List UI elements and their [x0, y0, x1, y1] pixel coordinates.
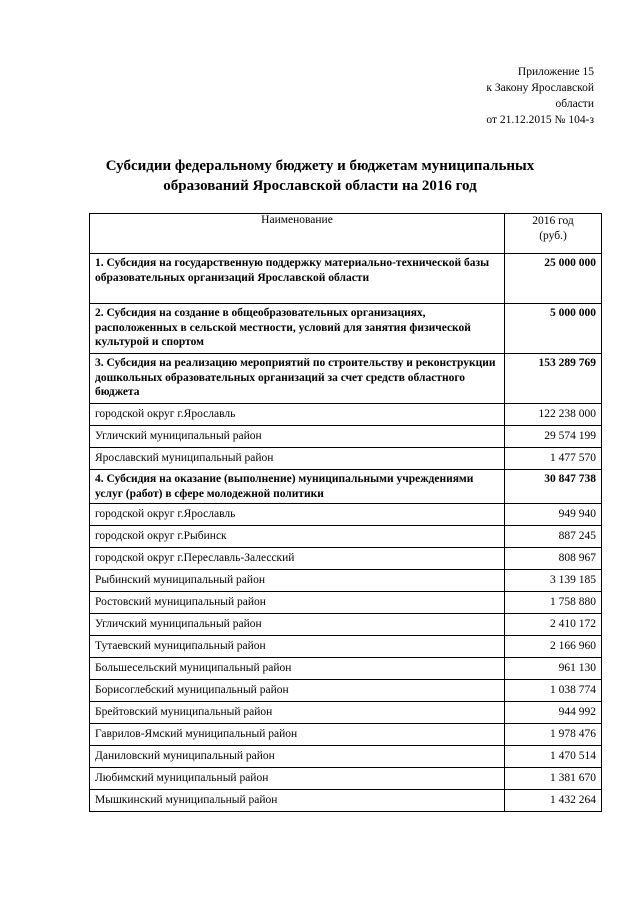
municipality-amount: 1 758 880: [505, 592, 602, 614]
title-line: Субсидии федеральному бюджету и бюджетам муниципальных: [105, 158, 535, 174]
municipality-amount: 808 967: [505, 548, 602, 570]
municipality-name: Рыбинский муниципальный район: [90, 570, 505, 592]
table-row: [90, 658, 602, 680]
table-row: [90, 570, 602, 592]
municipality-name: Ярославский муниципальный район: [90, 448, 505, 470]
appendix-line: Приложение 15: [517, 66, 594, 78]
document-title: [40, 156, 600, 196]
municipality-name: Ростовский муниципальный район: [90, 592, 505, 614]
table-header-row: [90, 214, 602, 254]
municipality-amount: 122 238 000: [505, 404, 602, 426]
section-amount: 5 000 000: [505, 304, 602, 354]
subsidies-table: [89, 213, 602, 812]
municipality-amount: 1 978 476: [505, 724, 602, 746]
municipality-amount: 3 139 185: [505, 570, 602, 592]
table-row: [90, 614, 602, 636]
table-row: [90, 636, 602, 658]
appendix-reference: [344, 64, 594, 128]
municipality-amount: 961 130: [505, 658, 602, 680]
table-row: [90, 426, 602, 448]
municipality-amount: 1 470 514: [505, 746, 602, 768]
appendix-line: к Закону Ярославской: [486, 82, 594, 94]
table-row: [90, 746, 602, 768]
municipality-name: городской округ г.Ярославль: [90, 504, 505, 526]
table-row: [90, 448, 602, 470]
municipality-name: Любимский муниципальный район: [90, 768, 505, 790]
title-line: образований Ярославской области на 2016 год: [163, 178, 477, 194]
municipality-name: Борисоглебский муниципальный район: [90, 680, 505, 702]
section-row: [90, 254, 602, 304]
municipality-amount: 944 992: [505, 702, 602, 724]
table-row: [90, 768, 602, 790]
table-row: [90, 404, 602, 426]
section-row: [90, 470, 602, 504]
section-row: [90, 354, 602, 404]
municipality-name: Даниловский муниципальный район: [90, 746, 505, 768]
section-row: [90, 304, 602, 354]
municipality-name: Мышкинский муниципальный район: [90, 790, 505, 812]
municipality-amount: 2 166 960: [505, 636, 602, 658]
municipality-name: Угличский муниципальный район: [90, 614, 505, 636]
municipality-name: городской округ г.Переславль-Залесский: [90, 548, 505, 570]
table-row: [90, 504, 602, 526]
municipality-name: Большесельский муниципальный район: [90, 658, 505, 680]
municipality-name: Брейтовский муниципальный район: [90, 702, 505, 724]
table-row: [90, 526, 602, 548]
column-header-year: [505, 214, 602, 254]
appendix-line: от 21.12.2015 № 104-з: [486, 114, 594, 126]
municipality-name: городской округ г.Ярославль: [90, 404, 505, 426]
municipality-name: городской округ г.Рыбинск: [90, 526, 505, 548]
table-row: [90, 680, 602, 702]
municipality-name: Угличский муниципальный район: [90, 426, 505, 448]
appendix-line: области: [555, 98, 594, 110]
table-row: [90, 592, 602, 614]
column-header-year-label: 2016 год: [532, 215, 574, 227]
column-header-unit: (руб.): [539, 230, 567, 242]
section-amount: 25 000 000: [505, 254, 602, 304]
municipality-amount: 1 381 670: [505, 768, 602, 790]
municipality-amount: 1 432 264: [505, 790, 602, 812]
table-row: [90, 724, 602, 746]
municipality-amount: 29 574 199: [505, 426, 602, 448]
municipality-amount: 887 245: [505, 526, 602, 548]
municipality-amount: 2 410 172: [505, 614, 602, 636]
municipality-amount: 1 477 570: [505, 448, 602, 470]
section-name: 2. Субсидия на создание в общеобразовательных организациях, расположенных в сельской местности, условий для занятия физической культурой и спортом: [90, 304, 505, 354]
table-row: [90, 548, 602, 570]
table-row: [90, 790, 602, 812]
municipality-amount: 949 940: [505, 504, 602, 526]
section-amount: 30 847 738: [505, 470, 602, 504]
table-row: [90, 702, 602, 724]
municipality-amount: 1 038 774: [505, 680, 602, 702]
municipality-name: Тутаевский муниципальный район: [90, 636, 505, 658]
column-header-name: Наименование: [90, 214, 505, 254]
section-amount: 153 289 769: [505, 354, 602, 404]
municipality-name: Гаврилов-Ямский муниципальный район: [90, 724, 505, 746]
section-name: 3. Субсидия на реализацию мероприятий по строительству и реконструкции дошкольных образовательных организаций за счет средств областного бюджета: [90, 354, 505, 404]
section-name: 4. Субсидия на оказание (выполнение) муниципальными учреждениями услуг (работ) в сфере молодежной политики: [90, 470, 505, 504]
section-name: 1. Субсидия на государственную поддержку материально-технической базы образовательных организаций Ярославской области: [90, 254, 505, 304]
